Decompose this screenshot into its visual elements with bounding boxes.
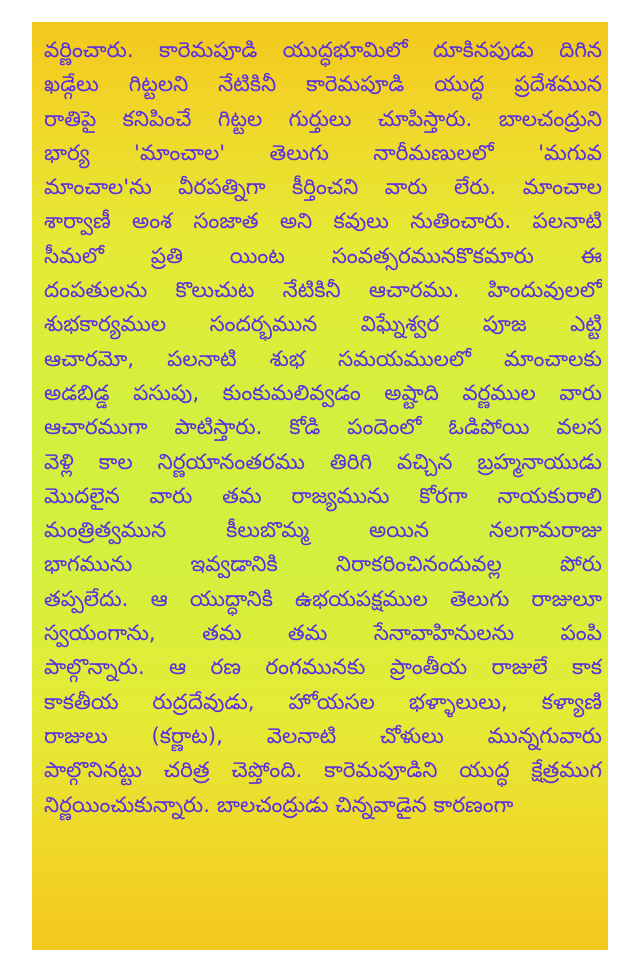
text-line: రాతిపై కనిపించే గిట్టల గుర్తులు చూపిస్తారు. బాలచంద్రుని bbox=[44, 106, 602, 132]
text-line: అడబిడ్డ పసుపు, కుంకుమలివ్వడం అష్టాది వర్ణముల వారు bbox=[44, 380, 602, 406]
text-line: పాల్గొనినట్టు చరిత్ర చెప్తోంది. కారెమపూడిని యుద్ధ క్షేత్రముగ bbox=[44, 758, 602, 784]
text-line: మాంచాల'ను వీరపత్నిగా కీర్తించని వారు లేరు. మాంచాల bbox=[44, 175, 602, 201]
text-line: వర్ణించారు. కారెమపూడి యుద్ధభూమిలో దూకినపుడు దిగిన bbox=[44, 38, 602, 63]
text-line: శుభకార్యముల సందర్భమున విఘ్నేశ్వర పూజ ఎట్టి bbox=[44, 312, 602, 338]
text-line: స్వయంగాను, తమ తమ సేనావాహినులను పంపి bbox=[44, 621, 602, 647]
text-line: వెళ్లి కాల నిర్ణయానంతరము తిరిగి వచ్చిన బ్రహ్మనాయుడు bbox=[44, 449, 602, 475]
text-line: తప్పలేదు. ఆ యుద్ధానికి ఉభయపక్షముల తెలుగు రాజులూ bbox=[44, 586, 602, 612]
text-line: మొదలైన వారు తమ రాజ్యమును కోరగా నాయకురాలి bbox=[44, 483, 602, 509]
text-line: రాజులు (కర్ణాట), వెలనాటి చోళులు మున్నగువారు bbox=[44, 723, 602, 749]
text-line: దంపతులను కొలుచుట నేటికినీ ఆచారము. హిందువులలో bbox=[44, 278, 602, 304]
text-line: ఆచారముగా పాటిస్తారు. కోడి పందెంలో ఓడిపోయి వలస bbox=[44, 415, 602, 441]
text-line: ఖడ్గేలు గిట్టలని నేటికినీ కారెమపూడి యుద్ధ ప్రదేశమున bbox=[44, 72, 602, 98]
text-line: ఆచారమో, పలనాటి శుభ సమయములలో మాంచాలకు bbox=[44, 346, 602, 372]
body-paragraph bbox=[44, 34, 602, 823]
text-line: భాగమును ఇవ్వడానికి నిరాకరించినందువల్ల పోరు bbox=[44, 552, 602, 578]
text-line: మంత్రిత్వమున కీలుబొమ్మ అయిన నలగామరాజు bbox=[44, 518, 602, 544]
text-line: పాల్గొన్నారు. ఆ రణ రంగమునకు ప్రాంతీయ రాజులే కాక bbox=[44, 655, 602, 681]
text-panel bbox=[32, 22, 608, 950]
text-line: శార్వాణీ అంశ సంజాత అని కవులు నుతించారు. పలనాటి bbox=[44, 209, 602, 235]
text-line: నిర్ణయించుకున్నారు. బాలచంద్రుడు చిన్నవాడైన కారణంగా bbox=[44, 792, 514, 818]
text-line: సీమలో ప్రతి యింట సంవత్సరమునకొకమారు ఈ bbox=[44, 243, 602, 269]
text-line: భార్య 'మాంచాల' తెలుగు నారీమణులలో 'మగువ bbox=[44, 140, 602, 166]
text-line: కాకతీయ రుద్రదేవుడు, హోయసల భళ్ళాలులు, కళ్యాణి bbox=[44, 689, 602, 715]
